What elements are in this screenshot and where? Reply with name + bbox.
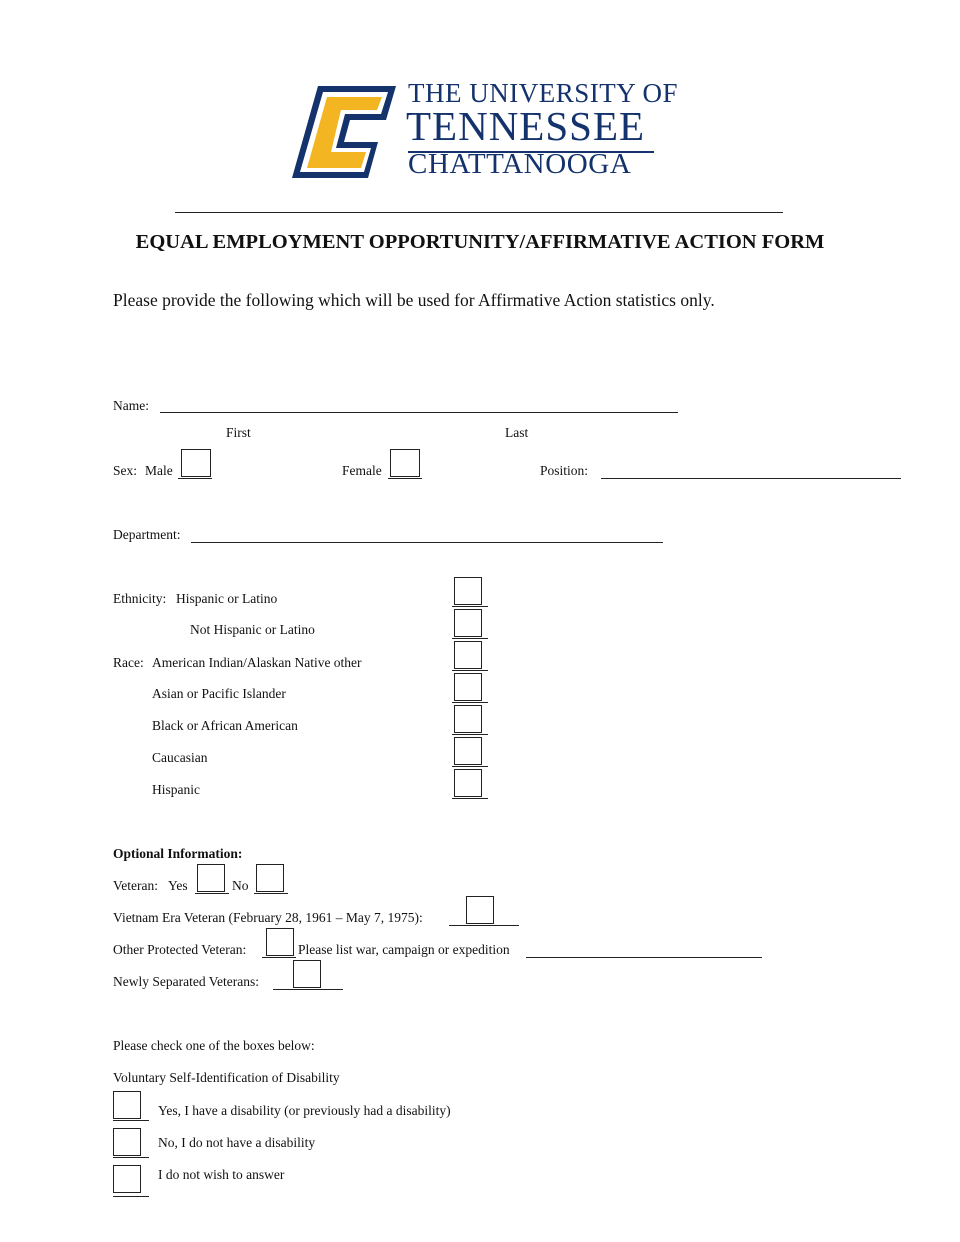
disability-no-checkbox[interactable]	[113, 1128, 141, 1156]
female-underline	[388, 478, 422, 479]
checkbox-underline	[273, 989, 343, 990]
university-logo	[288, 78, 678, 190]
checkbox-underline	[113, 1196, 149, 1197]
disability-option: Yes, I have a disability (or previously had a disability)	[158, 1103, 451, 1118]
veteran-yes-checkbox[interactable]	[197, 864, 225, 892]
race-option: American Indian/Alaskan Native other	[152, 655, 362, 670]
disability-decline-checkbox[interactable]	[113, 1165, 141, 1193]
male-checkbox[interactable]	[181, 449, 211, 477]
disability-option: No, I do not have a disability	[158, 1135, 316, 1150]
other-protected-checkbox[interactable]	[266, 928, 294, 956]
race-checkbox[interactable]	[454, 705, 482, 733]
race-option: Black or African American	[152, 718, 298, 733]
checkbox-underline	[113, 1120, 149, 1121]
war-campaign-input-line[interactable]	[526, 957, 762, 958]
vietnam-veteran-checkbox[interactable]	[466, 896, 494, 924]
department-label: Department:	[113, 527, 181, 542]
race-checkbox[interactable]	[454, 673, 482, 701]
c-shield-icon	[288, 82, 400, 182]
position-label: Position:	[540, 463, 589, 478]
checkbox-underline	[452, 798, 488, 799]
name-label: Name:	[113, 398, 149, 413]
veteran-yes-label: Yes	[168, 878, 188, 893]
veteran-no-checkbox[interactable]	[256, 864, 284, 892]
female-label: Female	[342, 463, 382, 478]
checkbox-underline	[452, 702, 488, 703]
logo-line-1: THE UNIVERSITY OF	[408, 78, 678, 108]
newly-separated-checkbox[interactable]	[293, 960, 321, 988]
female-checkbox[interactable]	[390, 449, 420, 477]
ethnicity-label: Ethnicity:	[113, 591, 167, 606]
optional-heading: Optional Information:	[113, 846, 243, 861]
race-checkbox[interactable]	[454, 769, 482, 797]
race-option: Caucasian	[152, 750, 208, 765]
race-label: Race:	[113, 655, 144, 670]
first-label: First	[226, 425, 251, 440]
veteran-no-label: No	[232, 878, 249, 893]
ethnicity-checkbox[interactable]	[454, 577, 482, 605]
male-underline	[178, 478, 212, 479]
ethnicity-option: Not Hispanic or Latino	[190, 622, 315, 637]
veteran-label: Veteran:	[113, 878, 158, 893]
male-label: Male	[145, 463, 173, 478]
checkbox-underline	[452, 766, 488, 767]
checkbox-underline	[452, 606, 488, 607]
race-option: Asian or Pacific Islander	[152, 686, 286, 701]
name-input-line[interactable]	[160, 412, 678, 413]
checkbox-underline	[195, 893, 229, 894]
checkbox-underline	[452, 670, 488, 671]
ethnicity-option: Hispanic or Latino	[176, 591, 278, 606]
page-title: EQUAL EMPLOYMENT OPPORTUNITY/AFFIRMATIVE ACTION FORM	[135, 231, 825, 253]
disability-option: I do not wish to answer	[158, 1167, 285, 1182]
checkbox-underline	[113, 1157, 149, 1158]
sex-label: Sex:	[113, 463, 138, 478]
checkbox-underline	[452, 734, 488, 735]
disability-instruction: Please check one of the boxes below:	[113, 1038, 315, 1053]
checkbox-underline	[262, 957, 296, 958]
ethnicity-checkbox[interactable]	[454, 609, 482, 637]
last-label: Last	[505, 425, 529, 440]
header-rule	[175, 212, 783, 213]
race-option: Hispanic	[152, 782, 200, 797]
list-war-label: Please list war, campaign or expedition	[298, 942, 510, 957]
vietnam-veteran-label: Vietnam Era Veteran (February 28, 1961 – May 7, 1975):	[113, 910, 423, 925]
other-protected-label: Other Protected Veteran:	[113, 942, 247, 957]
logo-line-2: TENNESSEE	[406, 103, 646, 149]
position-input-line[interactable]	[601, 478, 901, 479]
race-checkbox[interactable]	[454, 737, 482, 765]
disability-yes-checkbox[interactable]	[113, 1091, 141, 1119]
checkbox-underline	[452, 638, 488, 639]
disability-heading: Voluntary Self-Identification of Disability	[113, 1070, 340, 1085]
department-input-line[interactable]	[191, 542, 663, 543]
logo-line-3: CHATTANOOGA	[408, 148, 632, 180]
race-checkbox[interactable]	[454, 641, 482, 669]
intro-text: Please provide the following which will be used for Affirmative Action statistics only.	[113, 290, 715, 310]
newly-separated-label: Newly Separated Veterans:	[113, 974, 259, 989]
checkbox-underline	[449, 925, 519, 926]
checkbox-underline	[254, 893, 288, 894]
